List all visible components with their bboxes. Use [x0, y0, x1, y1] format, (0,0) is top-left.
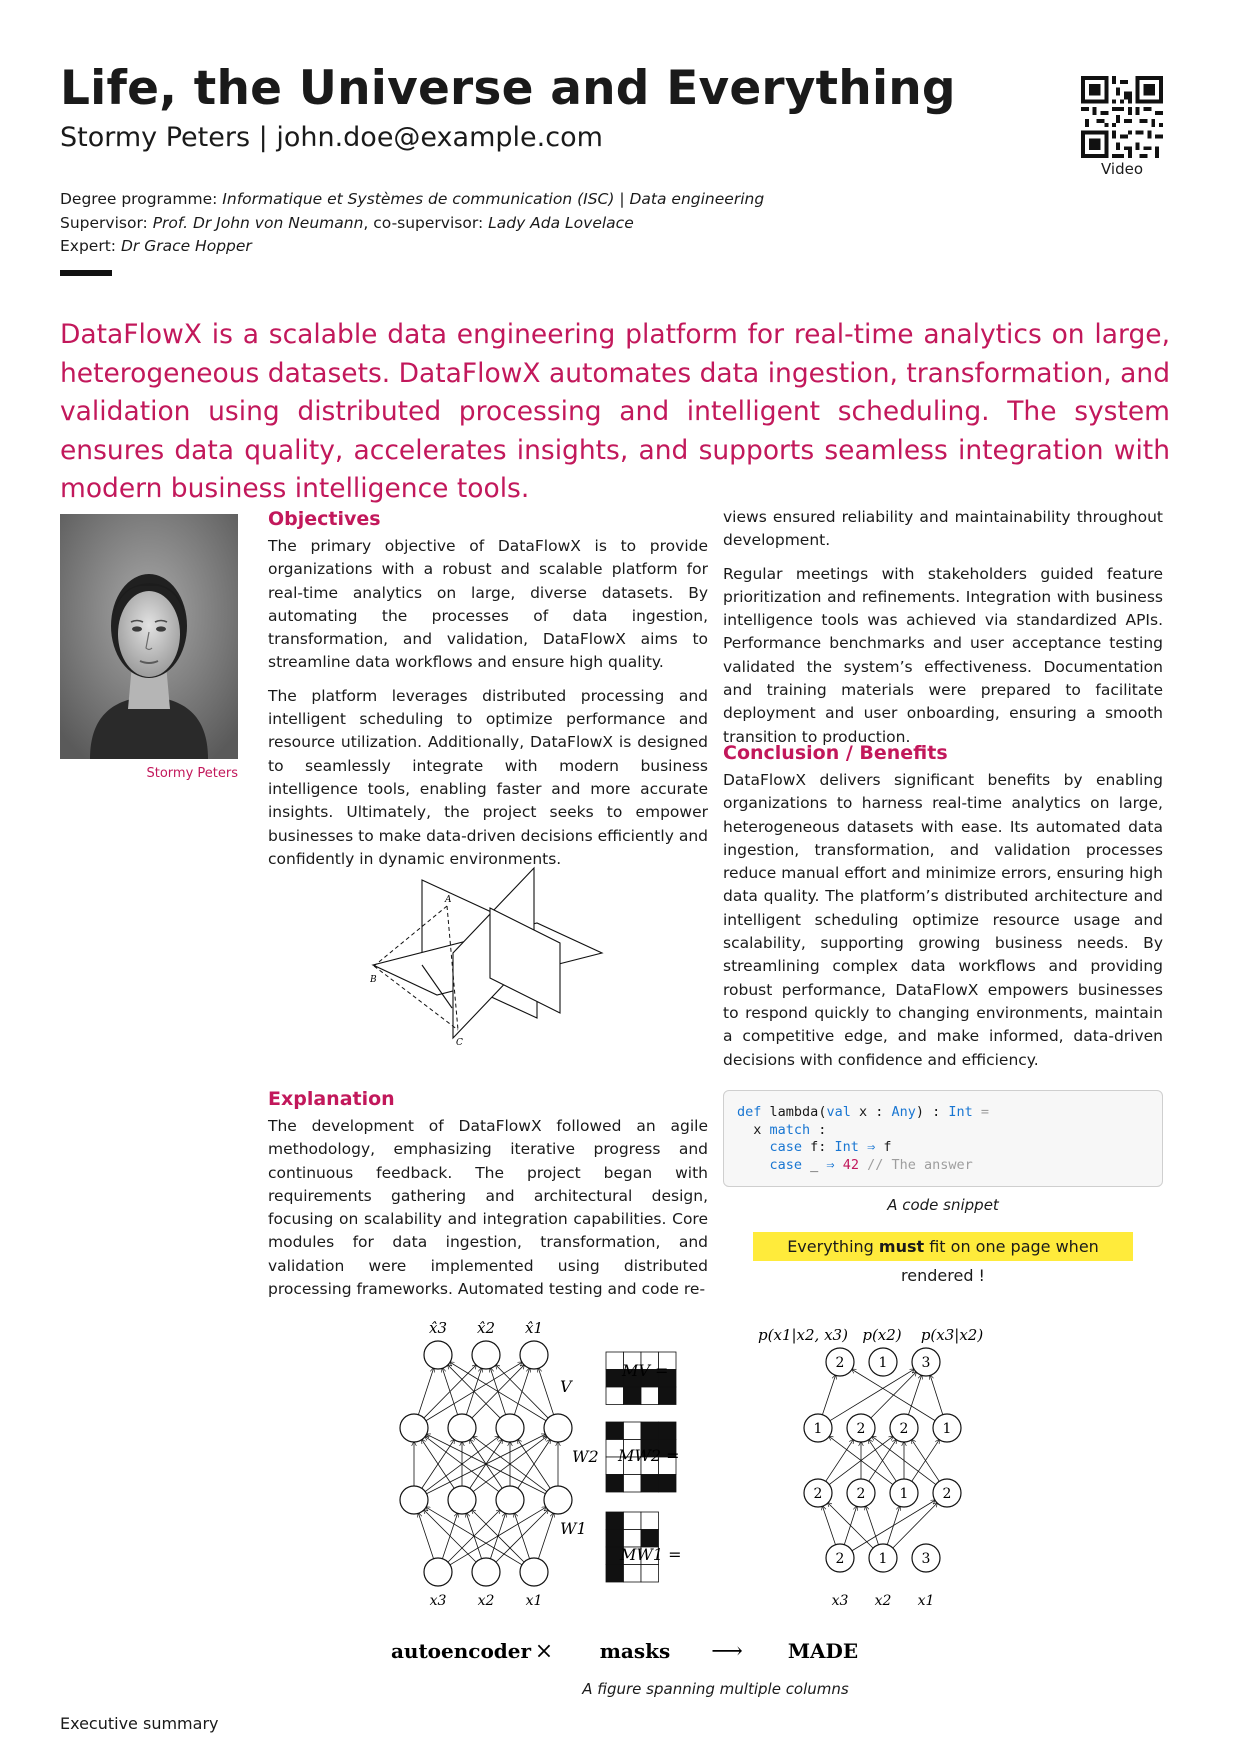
made-hidden2-node	[847, 1414, 875, 1442]
point-b-label: B	[370, 975, 377, 985]
word-masks: masks	[599, 1639, 671, 1663]
point-c-label: C	[456, 1038, 463, 1048]
made-edge	[908, 1375, 921, 1414]
word-times: ×	[534, 1639, 554, 1664]
made-edge	[822, 1375, 835, 1414]
poster-title: Life, the Universe and Everything	[60, 61, 956, 116]
ae-edge	[496, 1365, 548, 1418]
intersecting-planes-figure	[370, 858, 610, 1056]
code-line-1: def lambda(val x : Any) : Int =	[737, 1104, 990, 1120]
out-label-3: x̂3	[428, 1319, 448, 1337]
objectives-heading: Objectives	[268, 508, 381, 530]
footer-label: Executive summary	[60, 1714, 219, 1733]
code-line-3: case f: Int ⇒ f	[769, 1139, 892, 1155]
ae-node	[400, 1486, 428, 1514]
out-label-1: x̂1	[524, 1319, 544, 1337]
made-in-label-3: x3	[831, 1593, 849, 1609]
svg-text:2: 2	[899, 1421, 909, 1437]
supervisor-line: Supervisor: Prof. Dr John von Neumann, co-supervisor: Lady Ada Lovelace	[60, 213, 634, 232]
svg-text:2: 2	[835, 1551, 845, 1567]
word-made: MADE	[787, 1639, 859, 1663]
made-out-node	[869, 1348, 897, 1376]
figure-caption: A figure spanning multiple columns	[582, 1680, 849, 1698]
svg-text:1: 1	[878, 1551, 888, 1567]
ae-node	[544, 1486, 572, 1514]
explanation-continued	[723, 506, 1163, 759]
made-hidden1-node	[804, 1479, 832, 1507]
ae-edge	[538, 1513, 553, 1558]
fit-note-badge: Everything must fit on one page when rendered !	[753, 1232, 1133, 1261]
made-edge	[930, 1375, 943, 1414]
code-caption: A code snippet	[887, 1196, 999, 1214]
in-label-1: x1	[525, 1593, 543, 1609]
svg-text:1: 1	[813, 1421, 823, 1437]
out-label-2: x̂2	[476, 1319, 496, 1337]
objectives-section	[268, 506, 708, 881]
svg-text:3: 3	[921, 1551, 931, 1567]
made-hidden2-node	[933, 1414, 961, 1442]
explanation-paragraph-2: Regular meetings with stakeholders guided feature prioritization and refinements. Integration with business intelligence tools was achieved via standardized APIs. Performance benchmarks and user acceptance testing validated the system’s effectiveness. Documentation and training materials were prepared to facilitate deployment and user onboarding, ensuring a smooth transition to production.	[723, 564, 1163, 746]
cosupervisor-value: Lady Ada Lovelace	[488, 213, 634, 232]
expert-line: Expert: Dr Grace Hopper	[60, 237, 252, 255]
qr-label: Video	[1100, 160, 1144, 178]
ae-node	[400, 1414, 428, 1442]
made-hidden1-node	[890, 1479, 918, 1507]
qr-code-icon[interactable]	[1081, 76, 1163, 158]
made-hidden1-node	[933, 1479, 961, 1507]
ae-edge	[538, 1368, 553, 1414]
conclusion-paragraph: DataFlowX delivers significant benefits by enabling organizations to harness real-time analytics on large, heterogeneous datasets with ease. Its automated data ingestion, transformation, and validation processes reduce manual effort and minimize errors, ensuring high data quality. The platform’s distributed architecture and intelligent scheduling optimize resource usage and scalability, supporting growing business needs. By streamlining complex data workflows and providing robust performance, DataFlowX empowers businesses to respond quickly to changing environments, maintain a competitive edge, and make informed, data-driven decisions with confidence and efficiency.	[723, 771, 1163, 1069]
point-a-label: A	[445, 895, 452, 905]
meta-block	[60, 188, 764, 259]
ae-edge	[418, 1513, 433, 1558]
author-email[interactable]: john.doe@example.com	[276, 122, 603, 153]
ae-node	[448, 1486, 476, 1514]
conclusion-section	[723, 740, 1163, 1082]
code-line-4: case _ ⇒ 42 // The answer	[769, 1156, 973, 1173]
made-out-node	[912, 1348, 940, 1376]
made-edge	[826, 1440, 854, 1482]
made-out-node	[826, 1348, 854, 1376]
svg-text:2: 2	[835, 1355, 845, 1371]
ae-edge	[448, 1365, 500, 1418]
made-top-label-1: p(x1|x2, x3)	[758, 1326, 848, 1344]
photo-caption: Stormy Peters	[146, 766, 238, 781]
code-line-2: x match :	[737, 1121, 827, 1138]
in-label-2: x2	[477, 1593, 495, 1609]
degree-line: Degree programme: Informatique et Systèmes de communication (ISC) | Data engineering	[60, 190, 765, 208]
expert-value: Dr Grace Hopper	[120, 237, 252, 255]
weight-w2-label: W2	[572, 1447, 599, 1466]
supervisor-value: Prof. Dr John von Neumann	[152, 213, 364, 232]
ae-node	[472, 1558, 500, 1586]
svg-text:1: 1	[899, 1486, 909, 1502]
explanation-paragraph-1-cont: views ensured reliability and maintainability throughout development.	[723, 508, 1163, 550]
svg-text:1: 1	[942, 1421, 952, 1437]
ae-node	[496, 1486, 524, 1514]
weight-w1-label: W1	[560, 1519, 587, 1538]
made-edge	[893, 1503, 937, 1548]
degree-value: Informatique et Systèmes de communication (ISC) | Data engineering	[222, 190, 765, 208]
ae-node	[472, 1341, 500, 1369]
made-in-label-2: x2	[874, 1593, 892, 1609]
ae-node	[496, 1414, 524, 1442]
objectives-paragraph-1: The primary objective of DataFlowX is to provide organizations with a robust and scalable platform for real-time analytics on large, diverse datasets. By automating the processes of data ingestion, transformation, and validation, DataFlowX aims to streamline data workflows and ensure high quality.	[268, 537, 708, 672]
made-edge	[852, 1369, 935, 1420]
conclusion-heading: Conclusion / Benefits	[723, 742, 948, 764]
made-edge	[830, 1369, 914, 1420]
objectives-paragraph-2: The platform leverages distributed processing and intelligent scheduling to optimize performance and resource utilization. Additionally, DataFlowX is designed to seamlessly integrate with modern business intelligence tools, enabling faster and more accurate insights. Ultimately, the project seeks to empower businesses to make data-driven decisions efficiently and confidently in dynamic environments.	[268, 686, 708, 868]
made-top-label-3: p(x3|x2)	[920, 1326, 984, 1344]
ae-node	[448, 1414, 476, 1442]
svg-text:2: 2	[942, 1486, 952, 1502]
made-edge	[887, 1506, 899, 1544]
made-figure	[390, 1300, 1040, 1670]
made-hidden2-node	[804, 1414, 832, 1442]
ae-edge	[418, 1368, 433, 1414]
mask-w2-label: MW2 =	[618, 1446, 680, 1465]
svg-text:1: 1	[878, 1355, 888, 1371]
explanation-section	[268, 1086, 708, 1311]
author-line	[60, 122, 603, 154]
ae-node	[520, 1341, 548, 1369]
header-rule	[60, 270, 112, 276]
mask-v-label: MV =	[622, 1361, 669, 1380]
ae-node	[544, 1414, 572, 1442]
explanation-heading: Explanation	[268, 1088, 395, 1110]
author-photo	[60, 514, 238, 759]
svg-text:2: 2	[856, 1421, 866, 1437]
made-edge	[822, 1506, 835, 1544]
svg-text:3: 3	[921, 1355, 931, 1371]
made-in-node	[869, 1544, 897, 1572]
ae-node	[424, 1558, 452, 1586]
made-in-label-1: x1	[917, 1593, 935, 1609]
mask-w1-label: MW1 =	[620, 1545, 682, 1564]
ae-edge	[514, 1513, 529, 1558]
ae-node	[424, 1341, 452, 1369]
ae-edge	[426, 1507, 522, 1565]
word-arrow: ⟶	[711, 1639, 743, 1664]
made-hidden1-node	[847, 1479, 875, 1507]
word-autoencoder: autoencoder	[390, 1639, 532, 1663]
weight-v-label: V	[560, 1377, 572, 1396]
made-in-node	[826, 1544, 854, 1572]
abstract: DataFlowX is a scalable data engineering platform for real-time analytics on large, heterogeneous datasets. DataFlowX automates data ingestion, transformation, and validation using distributed processing and intelligent scheduling. The system ensures data quality, accelerates insights, and supports seamless integration with modern business intelligence tools.	[60, 319, 1171, 504]
ae-edge	[450, 1362, 546, 1420]
svg-text:2: 2	[813, 1486, 823, 1502]
code-snippet[interactable]	[723, 1090, 1163, 1187]
made-top-label-2: p(x2)	[862, 1326, 902, 1344]
made-hidden2-node	[890, 1414, 918, 1442]
in-label-3: x3	[429, 1593, 447, 1609]
author-separator: |	[258, 122, 268, 153]
ae-node	[520, 1558, 548, 1586]
ae-edge	[442, 1368, 457, 1414]
svg-text:2: 2	[856, 1486, 866, 1502]
author-name: Stormy Peters	[60, 122, 251, 153]
made-in-node	[912, 1544, 940, 1572]
explanation-paragraph-1: The development of DataFlowX followed an agile methodology, emphasizing iterative progress and continuous feedback. The project began with requirements gathering and architectural design, focusing on scalability and integration capabilities. Core modules for data ingestion, transformation, and validation were implemented using distributed processing frameworks. Automated testing and code re-	[268, 1117, 708, 1299]
